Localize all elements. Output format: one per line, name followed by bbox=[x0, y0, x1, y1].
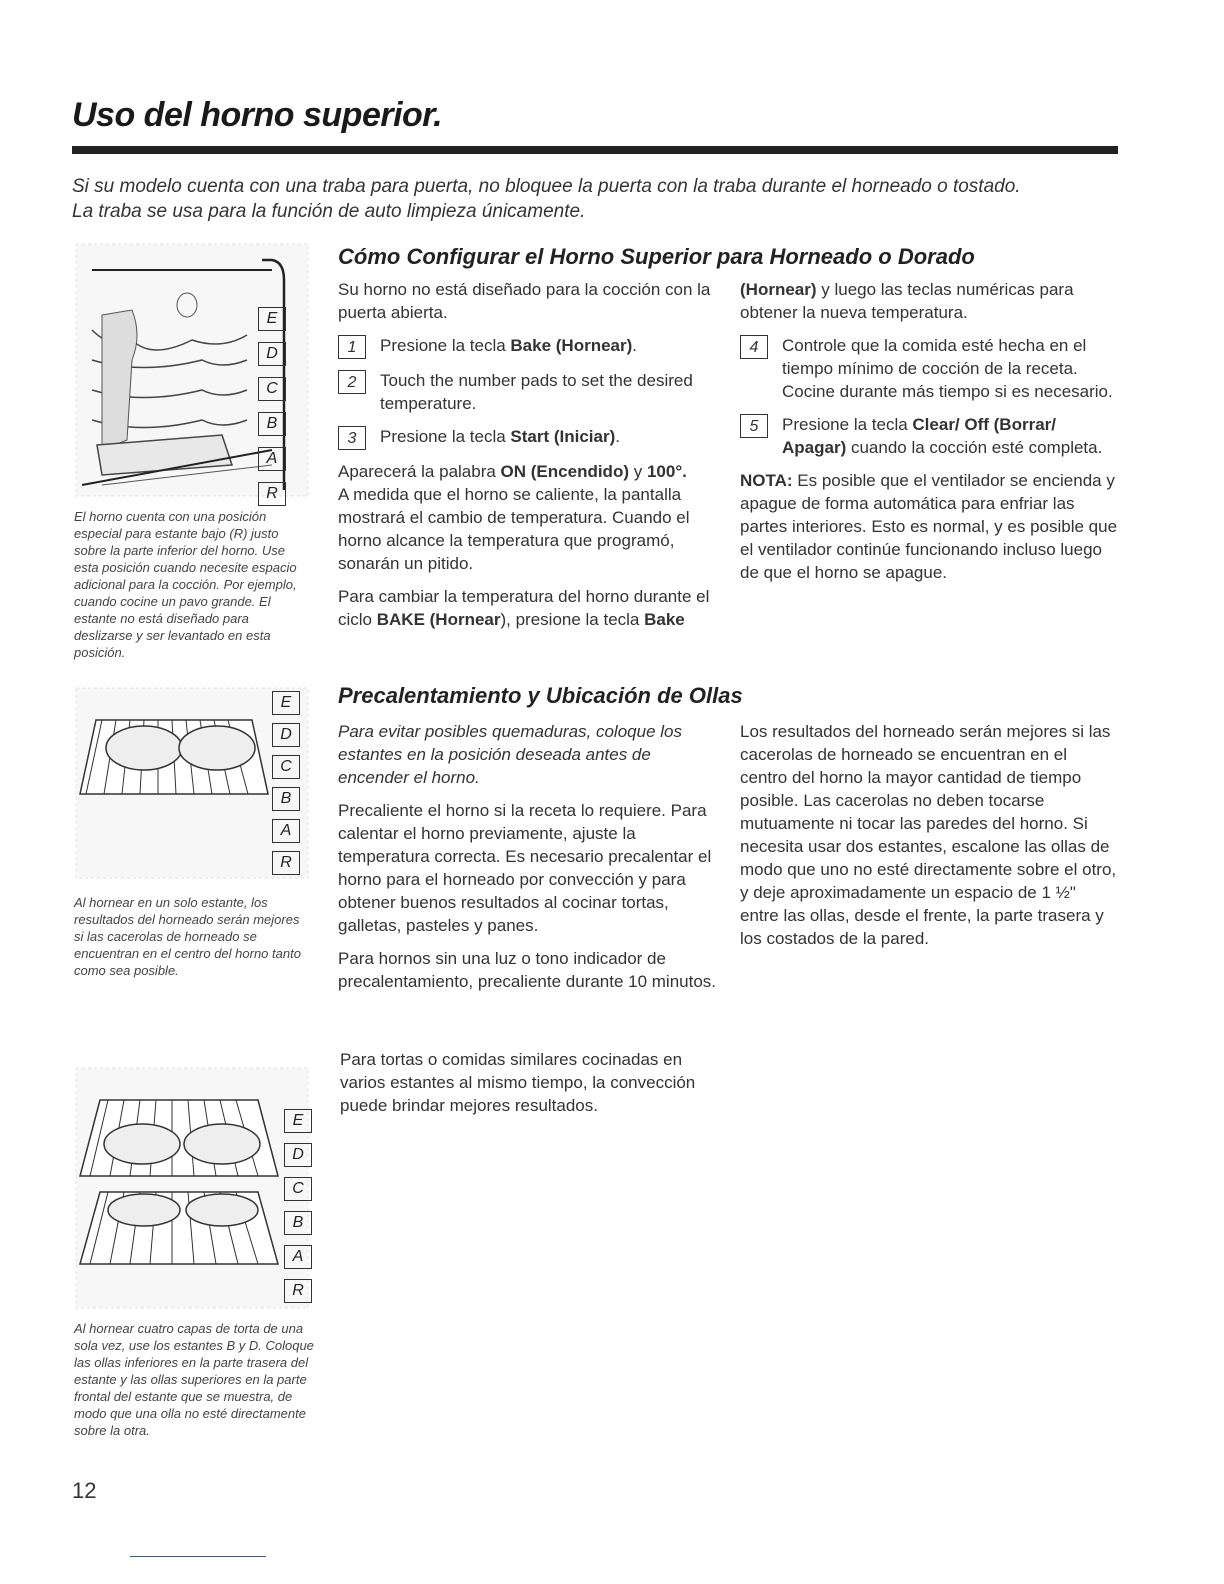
rack-label-c: C bbox=[284, 1177, 312, 1201]
step-5-number: 5 bbox=[740, 414, 768, 438]
section2-p4: Para tortas o comidas similares cocinadas en varios estantes al mismo tiempo, la convección puede brindar mejores resultados. bbox=[340, 1050, 696, 1115]
step-2-text: Touch the number pads to set the desired temperature. bbox=[380, 371, 693, 413]
rack-label-a: A bbox=[272, 819, 300, 843]
rack-label-e: E bbox=[284, 1109, 312, 1133]
step-3-text: Presione la tecla Start (Iniciar). bbox=[380, 427, 620, 446]
rack-label-r: R bbox=[284, 1279, 312, 1303]
rack-label-c: C bbox=[258, 377, 286, 401]
fig3-caption: Al hornear cuatro capas de torta de una sola vez, use los estantes B y D. Coloque las ollas inferiores en la parte trasera del estante y las ollas superiores en la parte frontal del estante que se muestra, de modo que una olla no esté directamente sobre la otra. bbox=[74, 1321, 314, 1438]
section2-p2: Para hornos sin una luz o tono indicador de precalentamiento, precaliente durante 10 minutos. bbox=[338, 949, 717, 991]
title-rule bbox=[72, 146, 1118, 154]
step-1 bbox=[338, 334, 716, 359]
rack-label-r: R bbox=[258, 482, 286, 506]
rack-label-d: D bbox=[284, 1143, 312, 1167]
page-number: 12 bbox=[72, 1478, 97, 1503]
step-4-number: 4 bbox=[740, 335, 768, 359]
intro-text: Si su modelo cuenta con una traba para puerta, no bloquee la puerta con la traba durante el horneado o tostado. La traba se usa para la función de auto limpieza únicamente. bbox=[72, 176, 1021, 222]
section1-left-column bbox=[338, 278, 716, 641]
rack-label-a: A bbox=[284, 1245, 312, 1269]
rack-label-b: B bbox=[284, 1211, 312, 1235]
step-2-number: 2 bbox=[338, 370, 366, 394]
step-3 bbox=[338, 425, 716, 450]
rack-label-c: C bbox=[272, 755, 300, 779]
page-title: Uso del horno superior. bbox=[72, 96, 443, 134]
rack-label-e: E bbox=[258, 307, 286, 331]
section1-p3: Para cambiar la temperatura del horno durante el ciclo BAKE (Hornear), presione la tecla Bake bbox=[338, 587, 710, 629]
step-4 bbox=[740, 334, 1118, 403]
oven-turkey-figure bbox=[72, 240, 312, 500]
section1-heading: Cómo Configurar el Horno Superior para Horneado o Dorado bbox=[338, 244, 975, 269]
section2-p1: Precaliente el horno si la receta lo requiere. Para calentar el horno previamente, ajuste la temperatura correcta. Es necesario precalentar el horno para el horneado por convección y para obtener buenos resultados al cocinar tortas, galletas, pasteles y panes. bbox=[338, 801, 712, 935]
fig1-caption: El horno cuenta con una posición especial para estante bajo (R) justo sobre la parte inferior del horno. Use esta posición cuando necesite espacio adicional para la cocción. Por ejemplo, cuando cocine un pavo grande. El estante no está diseñado para deslizarse y ser levantado en esta posición. bbox=[74, 509, 297, 660]
footer-line bbox=[130, 1556, 266, 1557]
section2-italic-p: Para evitar posibles quemaduras, coloque los estantes en la posición deseada antes de encender el horno. bbox=[338, 722, 682, 787]
section1-p2: Aparecerá la palabra ON (Encendido) y 100°. A medida que el horno se caliente, la pantalla mostrará el cambio de temperatura. Cuando el horno alcance la temperatura que programó, sonarán un pitido. bbox=[338, 462, 690, 573]
section2-right-column bbox=[740, 720, 1118, 960]
rack-label-e: E bbox=[272, 691, 300, 715]
rack-label-b: B bbox=[258, 412, 286, 436]
single-rack-figure bbox=[72, 684, 312, 884]
section2-heading: Precalentamiento y Ubicación de Ollas bbox=[338, 683, 743, 708]
step-2 bbox=[338, 369, 716, 415]
section1-note: NOTA: Es posible que el ventilador se encienda y apague de forma automática para enfriar las partes interiores. Esto es normal, y es posible que el ventilador continúe funcionando incluso luego de que el horno se apague. bbox=[740, 471, 1118, 582]
step-3-number: 3 bbox=[338, 426, 366, 450]
rack-labels-fig2 bbox=[272, 690, 302, 875]
section1-p1: Su horno no está diseñado para la cocción con la puerta abierta. bbox=[338, 280, 711, 322]
fig2-caption: Al hornear en un solo estante, los resultados del horneado serán mejores si las cacerolas de horneado se encuentran en el centro del horno tanto como sea posible. bbox=[74, 895, 301, 978]
rack-label-b: B bbox=[272, 787, 300, 811]
step-5-text: Presione la tecla Clear/ Off (Borrar/ Apagar) cuando la cocción esté completa. bbox=[782, 415, 1103, 457]
rack-label-d: D bbox=[272, 723, 300, 747]
section2-bottom-column bbox=[340, 1048, 712, 1127]
section2-left-column bbox=[338, 720, 716, 1003]
step-5 bbox=[740, 413, 1118, 459]
step-4-text: Controle que la comida esté hecha en el tiempo mínimo de cocción de la receta. Cocine durante más tiempo si es necesario. bbox=[782, 336, 1113, 401]
section2-p3: Los resultados del horneado serán mejores si las cacerolas de horneado se encuentran en el centro del horno la mayor cantidad de tiempo posible. Las cacerolas no deben tocarse mutuamente ni tocar las paredes del horno. Si necesita usar dos estantes, escalone las ollas de modo que uno no esté directamente sobre el otro, y deje aproximadamente un espacio de 1 ½" entre las ollas, desde el frente, la parte trasera y los costados de la pared. bbox=[740, 722, 1117, 948]
rack-label-a: A bbox=[258, 447, 286, 471]
rack-label-r: R bbox=[272, 851, 300, 875]
two-rack-illustration bbox=[72, 1064, 320, 1314]
step-1-number: 1 bbox=[338, 335, 366, 359]
step-1-text: Presione la tecla Bake (Hornear). bbox=[380, 336, 638, 355]
rack-labels-fig1 bbox=[258, 306, 288, 506]
section1-right-column bbox=[740, 278, 1118, 594]
rack-labels-fig3 bbox=[284, 1108, 314, 1303]
rack-label-d: D bbox=[258, 342, 286, 366]
two-rack-figure bbox=[72, 1064, 320, 1314]
section1-p4: (Hornear) y luego las teclas numéricas para obtener la nueva temperatura. bbox=[740, 280, 1074, 322]
